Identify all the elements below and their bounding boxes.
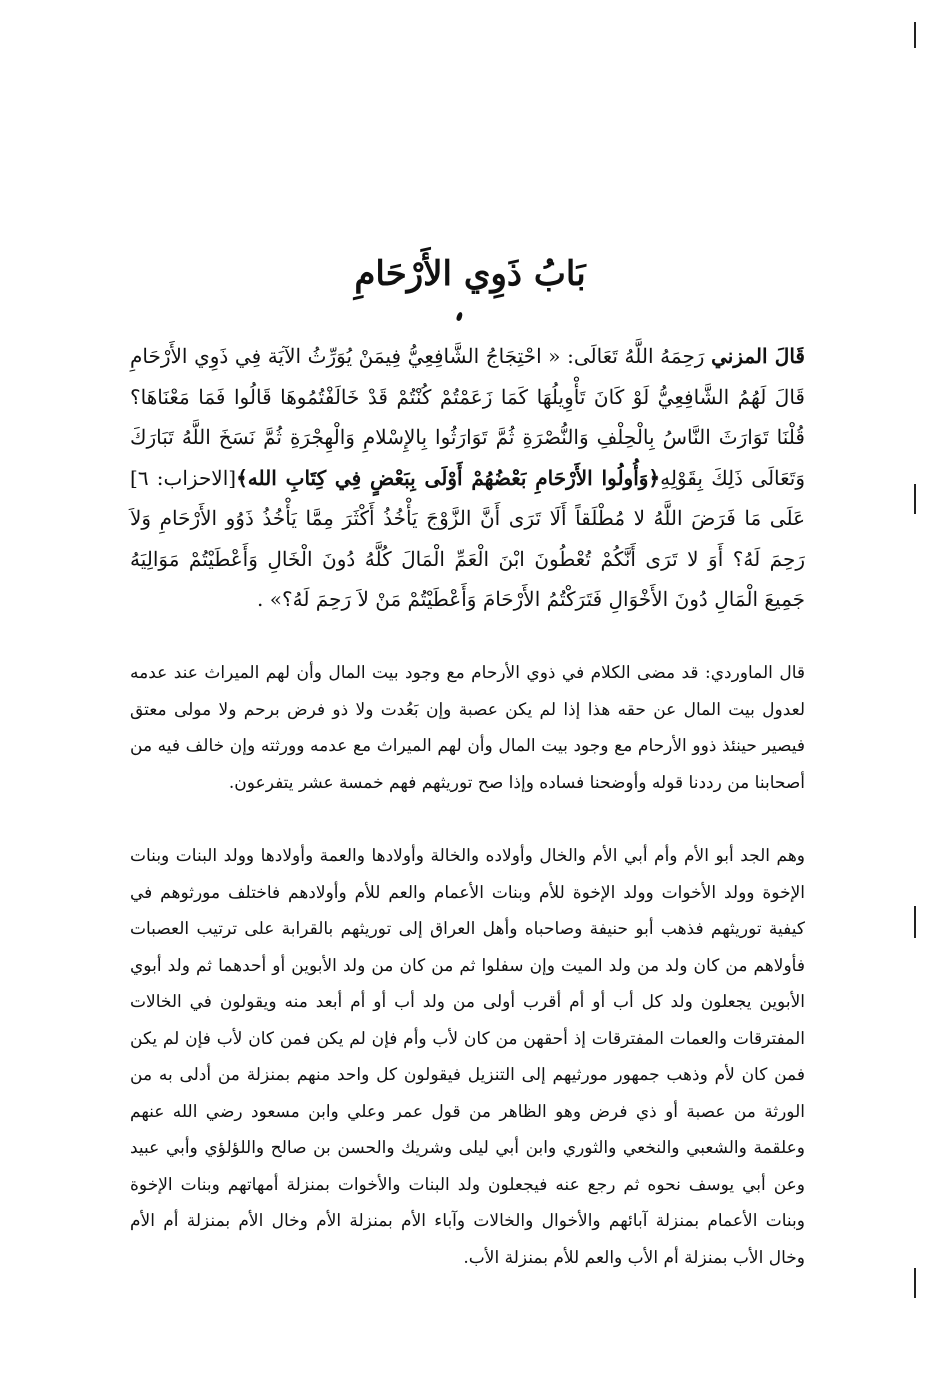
quoted-passage — [130, 336, 805, 620]
quote-rest: عَلَى مَا فَرَضَ اللَّهُ لا مُطْلَقاً أَلَا تَرَى أَنَّ الزَّوْجَ يَأْخُذُ أَكْثَرَ مِمَّا يَأْخُذُ ذَوُو الأَرْحَامِ وَلاَ رَحِمَ لَهُ؟ أَوَ لا تَرَى أَنَّكُمْ تُعْطُونَ ابْنَ الْعَمِّ الْمَالَ كُلَّهُ دُونَ الْخَالِ وَأَعْطَيْتُمْ مَوَالِيَهُ جَمِيعَ الْمَالِ دُونَ الأَخْوَالِ فَتَرَكْتُمُ الأَرْحَامَ وَأَعْطَيْتُمْ مَنْ لاَ رَحِمَ لَهُ؟» . — [130, 506, 805, 611]
margin-mark — [914, 484, 916, 514]
ink-dot — [456, 311, 464, 321]
margin-mark — [914, 906, 916, 938]
margin-mark — [914, 1268, 916, 1298]
chapter-title: بَابُ ذَوِي الأَرْحَامِ — [354, 254, 586, 294]
margin-mark — [914, 22, 916, 48]
verse-reference: [الاحزاب: ٦] — [130, 465, 237, 490]
commentary-paragraph-1: قال الماوردي: قد مضى الكلام في ذوي الأرحام مع وجود بيت المال وأن لهم الميراث عند عدمه لعدول بيت المال عن حقه هذا إذا لم يكن عصبة وإن بَعُدت ولا ذو فرض برحم ولا مولى معتق فيصير حينئذ ذوو الأرحام مع وجود بيت المال وأن لهم الميراث مع عدمه وورثته وإن خالف فيه من أصحابنا من رددنا قوله وأوضحنا فساده وإذا صح توريثهم فهم خمسة عشر يتفرعون. — [130, 663, 805, 793]
speaker-name: قَالَ المزني — [711, 344, 805, 368]
quran-verse: ﴿وَأُولُوا الأَرْحَامِ بَعْضُهُمْ أَوْلَى بِبَعْضٍ فِي كِتَابِ الله﴾ — [236, 465, 661, 490]
quote-intro: رَحِمَهُ اللَّهُ تَعَالَى: « احْتِجَاجُ الشَّافِعِيُّ فِيمَنْ يُوَرِّثُ الآيَة فِي ذَوِي الأَرْحَامِ قَالَ لَهُمُ الشَّافِعِيُّ لَوْ كَانَ تَأْوِيلُهَا كَمَا زَعَمْتُمْ كُنْتُمْ قَدْ خَالَفْتُمُوهَا قَالُوا فَمَا مَعْنَاهَا؟ قُلْنَا تَوَارَثَ النَّاسُ بِالْحِلْفِ وَالنُّصْرَةِ ثُمَّ تَوَارَثُوا بِالإِسْلامِ وَالْهِجْرَةِ ثُمَّ نَسَخَ اللَّهُ تَبَارَكَ وَتَعَالَى ذَلِكَ بِقَوْلِهِ — [130, 344, 805, 490]
commentary-paragraph-2: وهم الجد أبو الأم وأم أبي الأم والخال وأولاده والخالة وأولادها والعمة وأولادها وولد البنات وبنات الإخوة وولد الأخوات وولد الإخوة للأم وبنات الأعمام والعم للأم وأولادهم فاختلف مورثوهم في كيفية توريثهم فذهب أبو حنيفة وصاحباه وأهل العراق إلى توريثهم بالقرابة على ترتيب العصبات فأولاهم من كان ولد من ولد الميت وإن سفلوا ثم من كان من ولد الأبوين أو أحدهما ثم ولد أبوي الأبوين يجعلون ولد كل أب أو أم أقرب أولى من ولد أب أو أم أبعد منه ويقولون في الخالات المفترقات والعمات المفترقات إذ أحقهن من كان لأب وأم فإن لم يكن فمن كان لأب فإن لم يكن فمن كان لأم وذهب جمهور مورثيهم إلى التنزيل فيقولون كل واحد منهم بمنزلة من أدلى به من الورثة من عصبة أو ذي فرض وهو الظاهر من قول عمر وعلي وابن مسعود رضي الله عنهم وعلقمة والشعبي والنخعي والثوري وابن أبي ليلى وشريك والحسن بن صالح واللؤلؤي وأبي عبيد وعن أبي يوسف نحوه ثم رجع عنه فيجعلون ولد البنات والأخوات بمنزلة أمهاتهم وبنات الإخوة وبنات الأعمام بمنزلة آبائهم والأخوال والخالات وآباء الأم بمنزلة الأم وخال الأم بمنزلة أم الأم وخال الأب بمنزلة أم الأب والعم للأم بمنزلة الأب. — [130, 846, 805, 1268]
